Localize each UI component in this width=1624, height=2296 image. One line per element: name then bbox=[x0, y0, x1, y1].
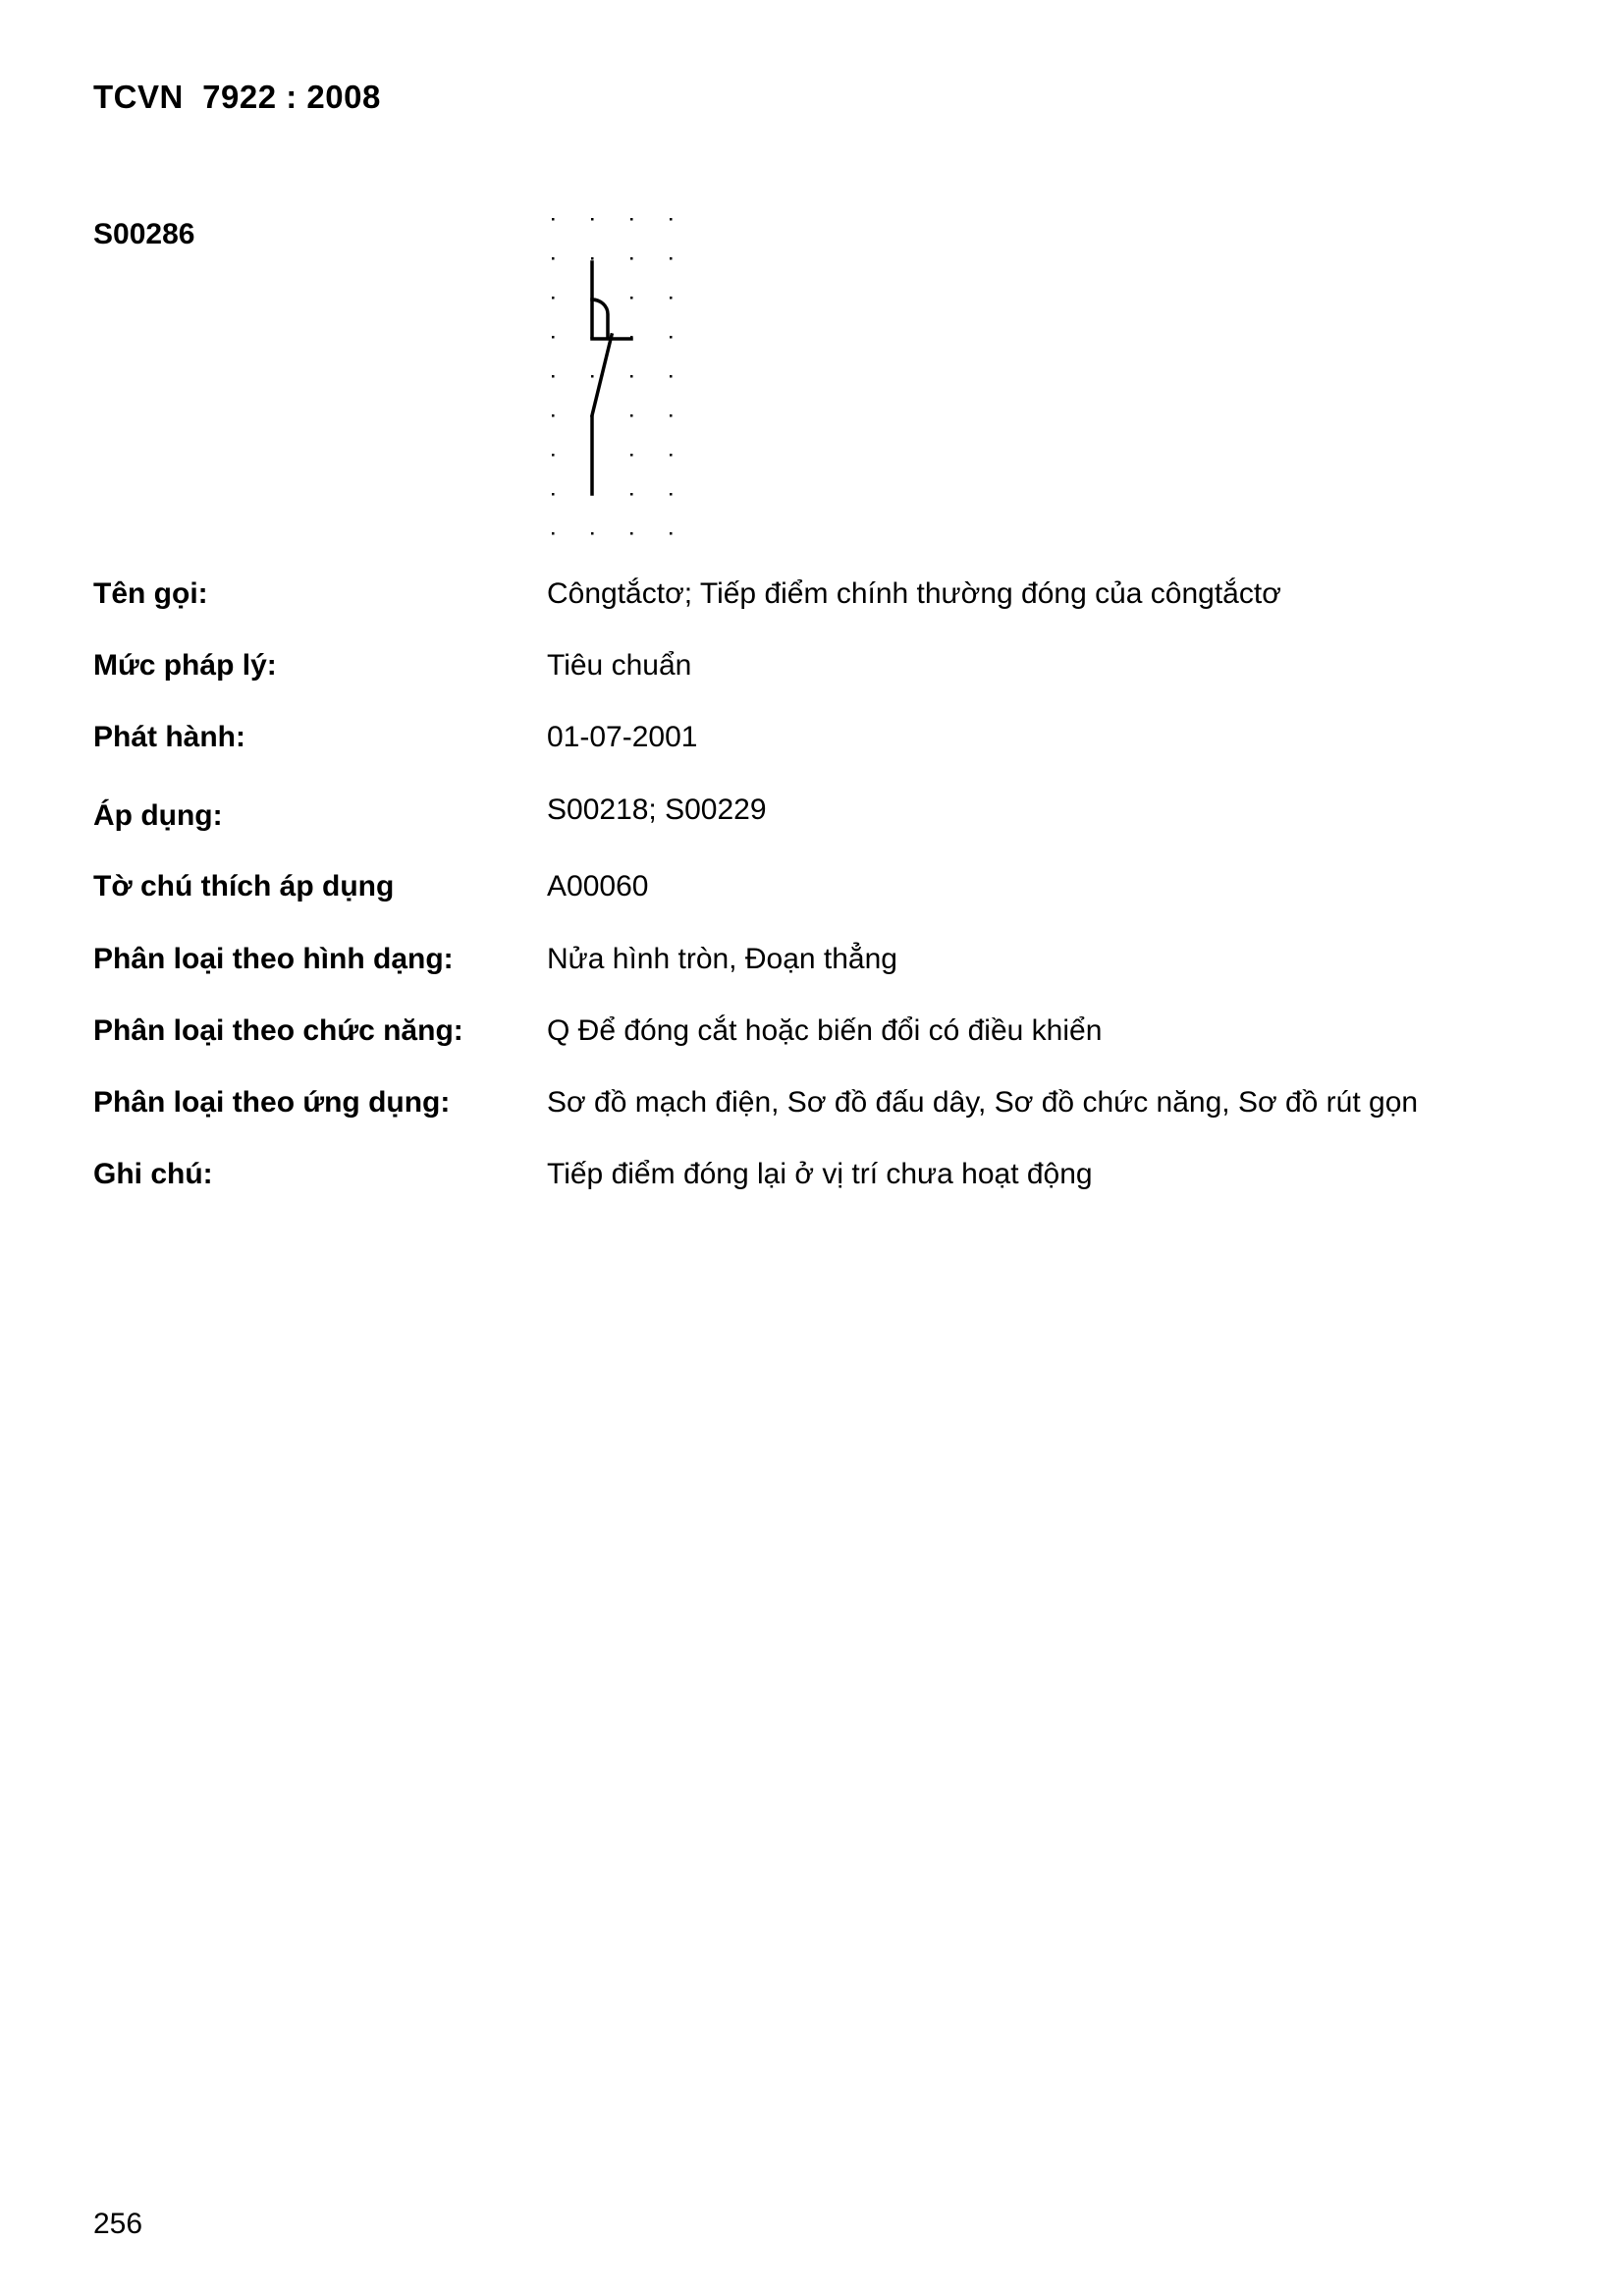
grid-dot bbox=[552, 336, 555, 339]
contact-lines bbox=[592, 262, 631, 494]
grid-dot bbox=[670, 297, 673, 300]
grid-dot bbox=[552, 297, 555, 300]
grid-dot bbox=[552, 414, 555, 417]
grid-dot bbox=[552, 218, 555, 221]
grid-dot bbox=[630, 257, 633, 260]
grid-dot bbox=[591, 375, 594, 378]
page-number: 256 bbox=[93, 2208, 143, 2240]
grid-dot bbox=[670, 414, 673, 417]
grid-dot bbox=[630, 454, 633, 457]
field-value: Tiêu chuẩn bbox=[547, 649, 692, 682]
grid-dot bbox=[591, 257, 594, 260]
grid-dot bbox=[630, 414, 633, 417]
field-label: Tên gọi: bbox=[93, 577, 208, 610]
grid-dot bbox=[670, 257, 673, 260]
grid-dot bbox=[552, 493, 555, 496]
grid-dot bbox=[552, 532, 555, 535]
grid-dot bbox=[630, 218, 633, 221]
field-label: Phát hành: bbox=[93, 721, 245, 753]
field-label: Áp dụng: bbox=[93, 799, 223, 832]
field-label: Ghi chú: bbox=[93, 1158, 213, 1190]
symbol-code: S00286 bbox=[93, 218, 195, 250]
field-label: Phân loại theo hình dạng: bbox=[93, 943, 454, 975]
field-value: Tiếp điểm đóng lại ở vị trí chưa hoạt động bbox=[547, 1158, 1093, 1190]
grid-dots bbox=[552, 218, 673, 535]
field-label: Tờ chú thích áp dụng bbox=[93, 870, 395, 902]
grid-dot bbox=[630, 375, 633, 378]
grid-dot bbox=[591, 532, 594, 535]
grid-dot bbox=[630, 297, 633, 300]
grid-dot bbox=[552, 257, 555, 260]
grid-dot bbox=[630, 532, 633, 535]
field-label: Phân loại theo ứng dụng: bbox=[93, 1086, 451, 1119]
field-value: 01-07-2001 bbox=[547, 721, 698, 753]
field-value: Sơ đồ mạch điện, Sơ đồ đấu dây, Sơ đồ chức năng, Sơ đồ rút gọn bbox=[547, 1086, 1419, 1119]
grid-dot bbox=[630, 493, 633, 496]
grid-dot bbox=[670, 493, 673, 496]
grid-dot bbox=[670, 218, 673, 221]
document-header: TCVN 7922 : 2008 bbox=[93, 79, 381, 115]
field-value: A00060 bbox=[547, 870, 649, 902]
grid-dot bbox=[552, 375, 555, 378]
normally-closed-contact-symbol-icon bbox=[530, 201, 687, 545]
grid-dot bbox=[670, 532, 673, 535]
grid-dot bbox=[552, 454, 555, 457]
field-value: Nửa hình tròn, Đoạn thẳng bbox=[547, 943, 897, 975]
grid-dot bbox=[670, 375, 673, 378]
grid-dot bbox=[670, 336, 673, 339]
field-value: S00218; S00229 bbox=[547, 793, 767, 826]
field-value: Q Để đóng cắt hoặc biến đổi có điều khiển bbox=[547, 1014, 1103, 1047]
grid-dot bbox=[591, 218, 594, 221]
field-label: Mức pháp lý: bbox=[93, 649, 277, 682]
field-label: Phân loại theo chức năng: bbox=[93, 1014, 463, 1047]
grid-dot bbox=[670, 454, 673, 457]
field-value: Côngtắctơ; Tiếp điểm chính thường đóng của côngtắctơ bbox=[547, 577, 1281, 610]
